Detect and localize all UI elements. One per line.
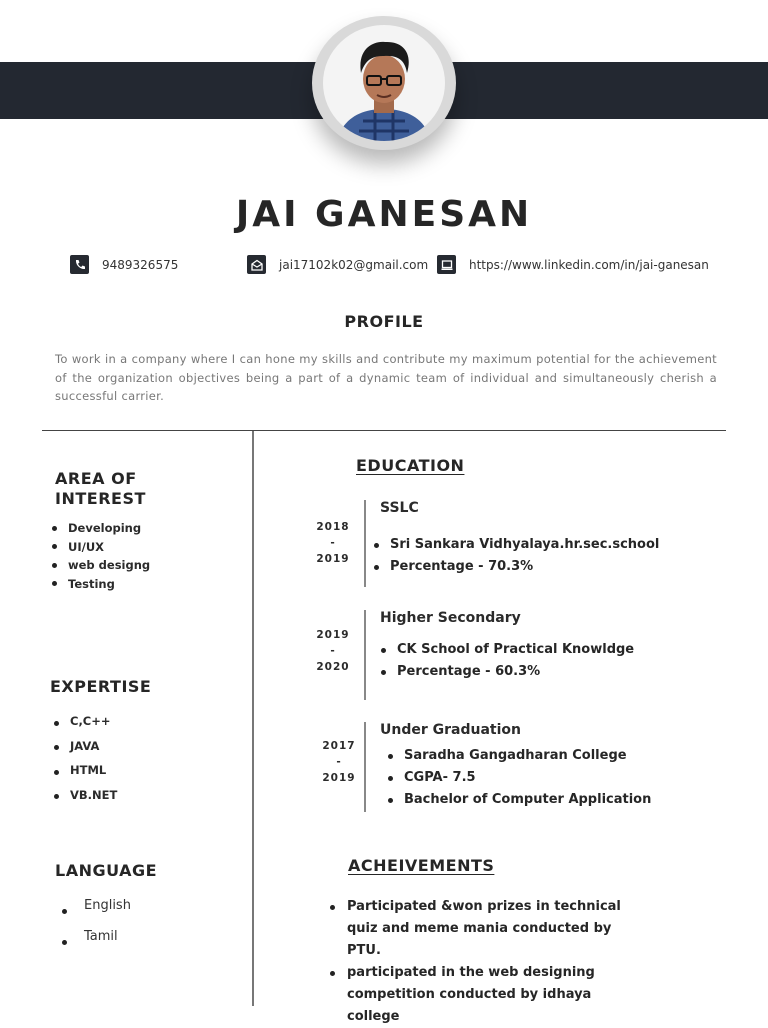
list-item: HTML <box>54 760 117 785</box>
language-list <box>62 896 131 958</box>
phone-number[interactable]: 9489326575 <box>102 257 179 272</box>
edu-start-year: 2018 <box>316 521 350 533</box>
list-item: Percentage - 60.3% <box>381 661 634 683</box>
timeline-line <box>364 610 366 700</box>
contact-email[interactable] <box>247 255 428 274</box>
edu-end-year: 2019 <box>322 772 356 784</box>
edu-years <box>313 519 353 567</box>
expertise-list <box>54 711 117 809</box>
list-item: UI/UX <box>52 538 150 557</box>
edu-years <box>319 738 359 786</box>
achievements-heading: ACHEIVEMENTS <box>348 856 495 875</box>
list-item: Percentage - 70.3% <box>374 556 659 578</box>
interest-heading-line2: INTEREST <box>55 489 146 508</box>
interest-heading <box>55 469 146 509</box>
edu-details <box>388 745 651 811</box>
edu-details <box>381 639 634 683</box>
edu-title: Higher Secondary <box>380 610 521 626</box>
edu-title: SSLC <box>380 500 419 516</box>
list-item: English <box>62 896 131 927</box>
edu-title: Under Graduation <box>380 722 521 738</box>
edu-year-sep: - <box>336 756 342 768</box>
language-heading: LANGUAGE <box>55 861 158 880</box>
list-item: CK School of Practical Knowldge <box>381 639 634 661</box>
interest-list <box>52 519 150 593</box>
list-item: Bachelor of Computer Application <box>388 789 651 811</box>
email-address[interactable]: jai17102k02@gmail.com <box>279 257 429 272</box>
candidate-name: JAI GANESAN <box>235 194 533 235</box>
list-item: C,C++ <box>54 711 117 736</box>
contact-linkedin[interactable] <box>437 255 709 274</box>
edu-start-year: 2019 <box>316 629 350 641</box>
edu-end-year: 2019 <box>316 553 350 565</box>
list-item: participated in the web designing competition conducted by idhaya college <box>330 962 630 1028</box>
edu-years <box>313 627 353 675</box>
list-item: VB.NET <box>54 785 117 810</box>
section-divider <box>42 430 726 431</box>
achievements-list <box>330 896 630 1028</box>
column-divider <box>252 431 254 1006</box>
phone-icon <box>70 255 89 274</box>
edu-year-sep: - <box>330 537 336 549</box>
list-item: Tamil <box>62 927 131 958</box>
person-portrait-icon <box>323 25 445 141</box>
edu-end-year: 2020 <box>316 661 350 673</box>
email-icon <box>247 255 266 274</box>
timeline-line <box>364 722 366 812</box>
list-item: web designg <box>52 556 150 575</box>
edu-start-year: 2017 <box>322 740 356 752</box>
edu-year-sep: - <box>330 645 336 657</box>
list-item: Saradha Gangadharan College <box>388 745 651 767</box>
contact-phone[interactable] <box>70 255 178 274</box>
education-heading: EDUCATION <box>356 456 465 475</box>
list-item: Testing <box>52 575 150 594</box>
profile-heading: PROFILE <box>344 312 424 331</box>
profile-photo-frame <box>312 16 456 150</box>
edu-details <box>374 534 659 578</box>
timeline-line <box>364 500 366 587</box>
list-item: JAVA <box>54 736 117 761</box>
profile-text: To work in a company where I can hone my skills and contribute my maximum potential for the achievement of the organization objectives being a part of a dynamic team of individual and simultaneously cherish a successful carrier. <box>55 352 717 403</box>
list-item: Sri Sankara Vidhyalaya.hr.sec.school <box>374 534 659 556</box>
list-item: CGPA- 7.5 <box>388 767 651 789</box>
avatar <box>323 25 445 141</box>
list-item: Developing <box>52 519 150 538</box>
linkedin-url[interactable]: https://www.linkedin.com/in/jai-ganesan <box>469 257 709 272</box>
expertise-heading: EXPERTISE <box>50 677 152 696</box>
list-item: Participated &won prizes in technical quiz and meme mania conducted by PTU. <box>330 896 630 962</box>
interest-heading-line1: AREA OF <box>55 469 137 488</box>
laptop-icon <box>437 255 456 274</box>
